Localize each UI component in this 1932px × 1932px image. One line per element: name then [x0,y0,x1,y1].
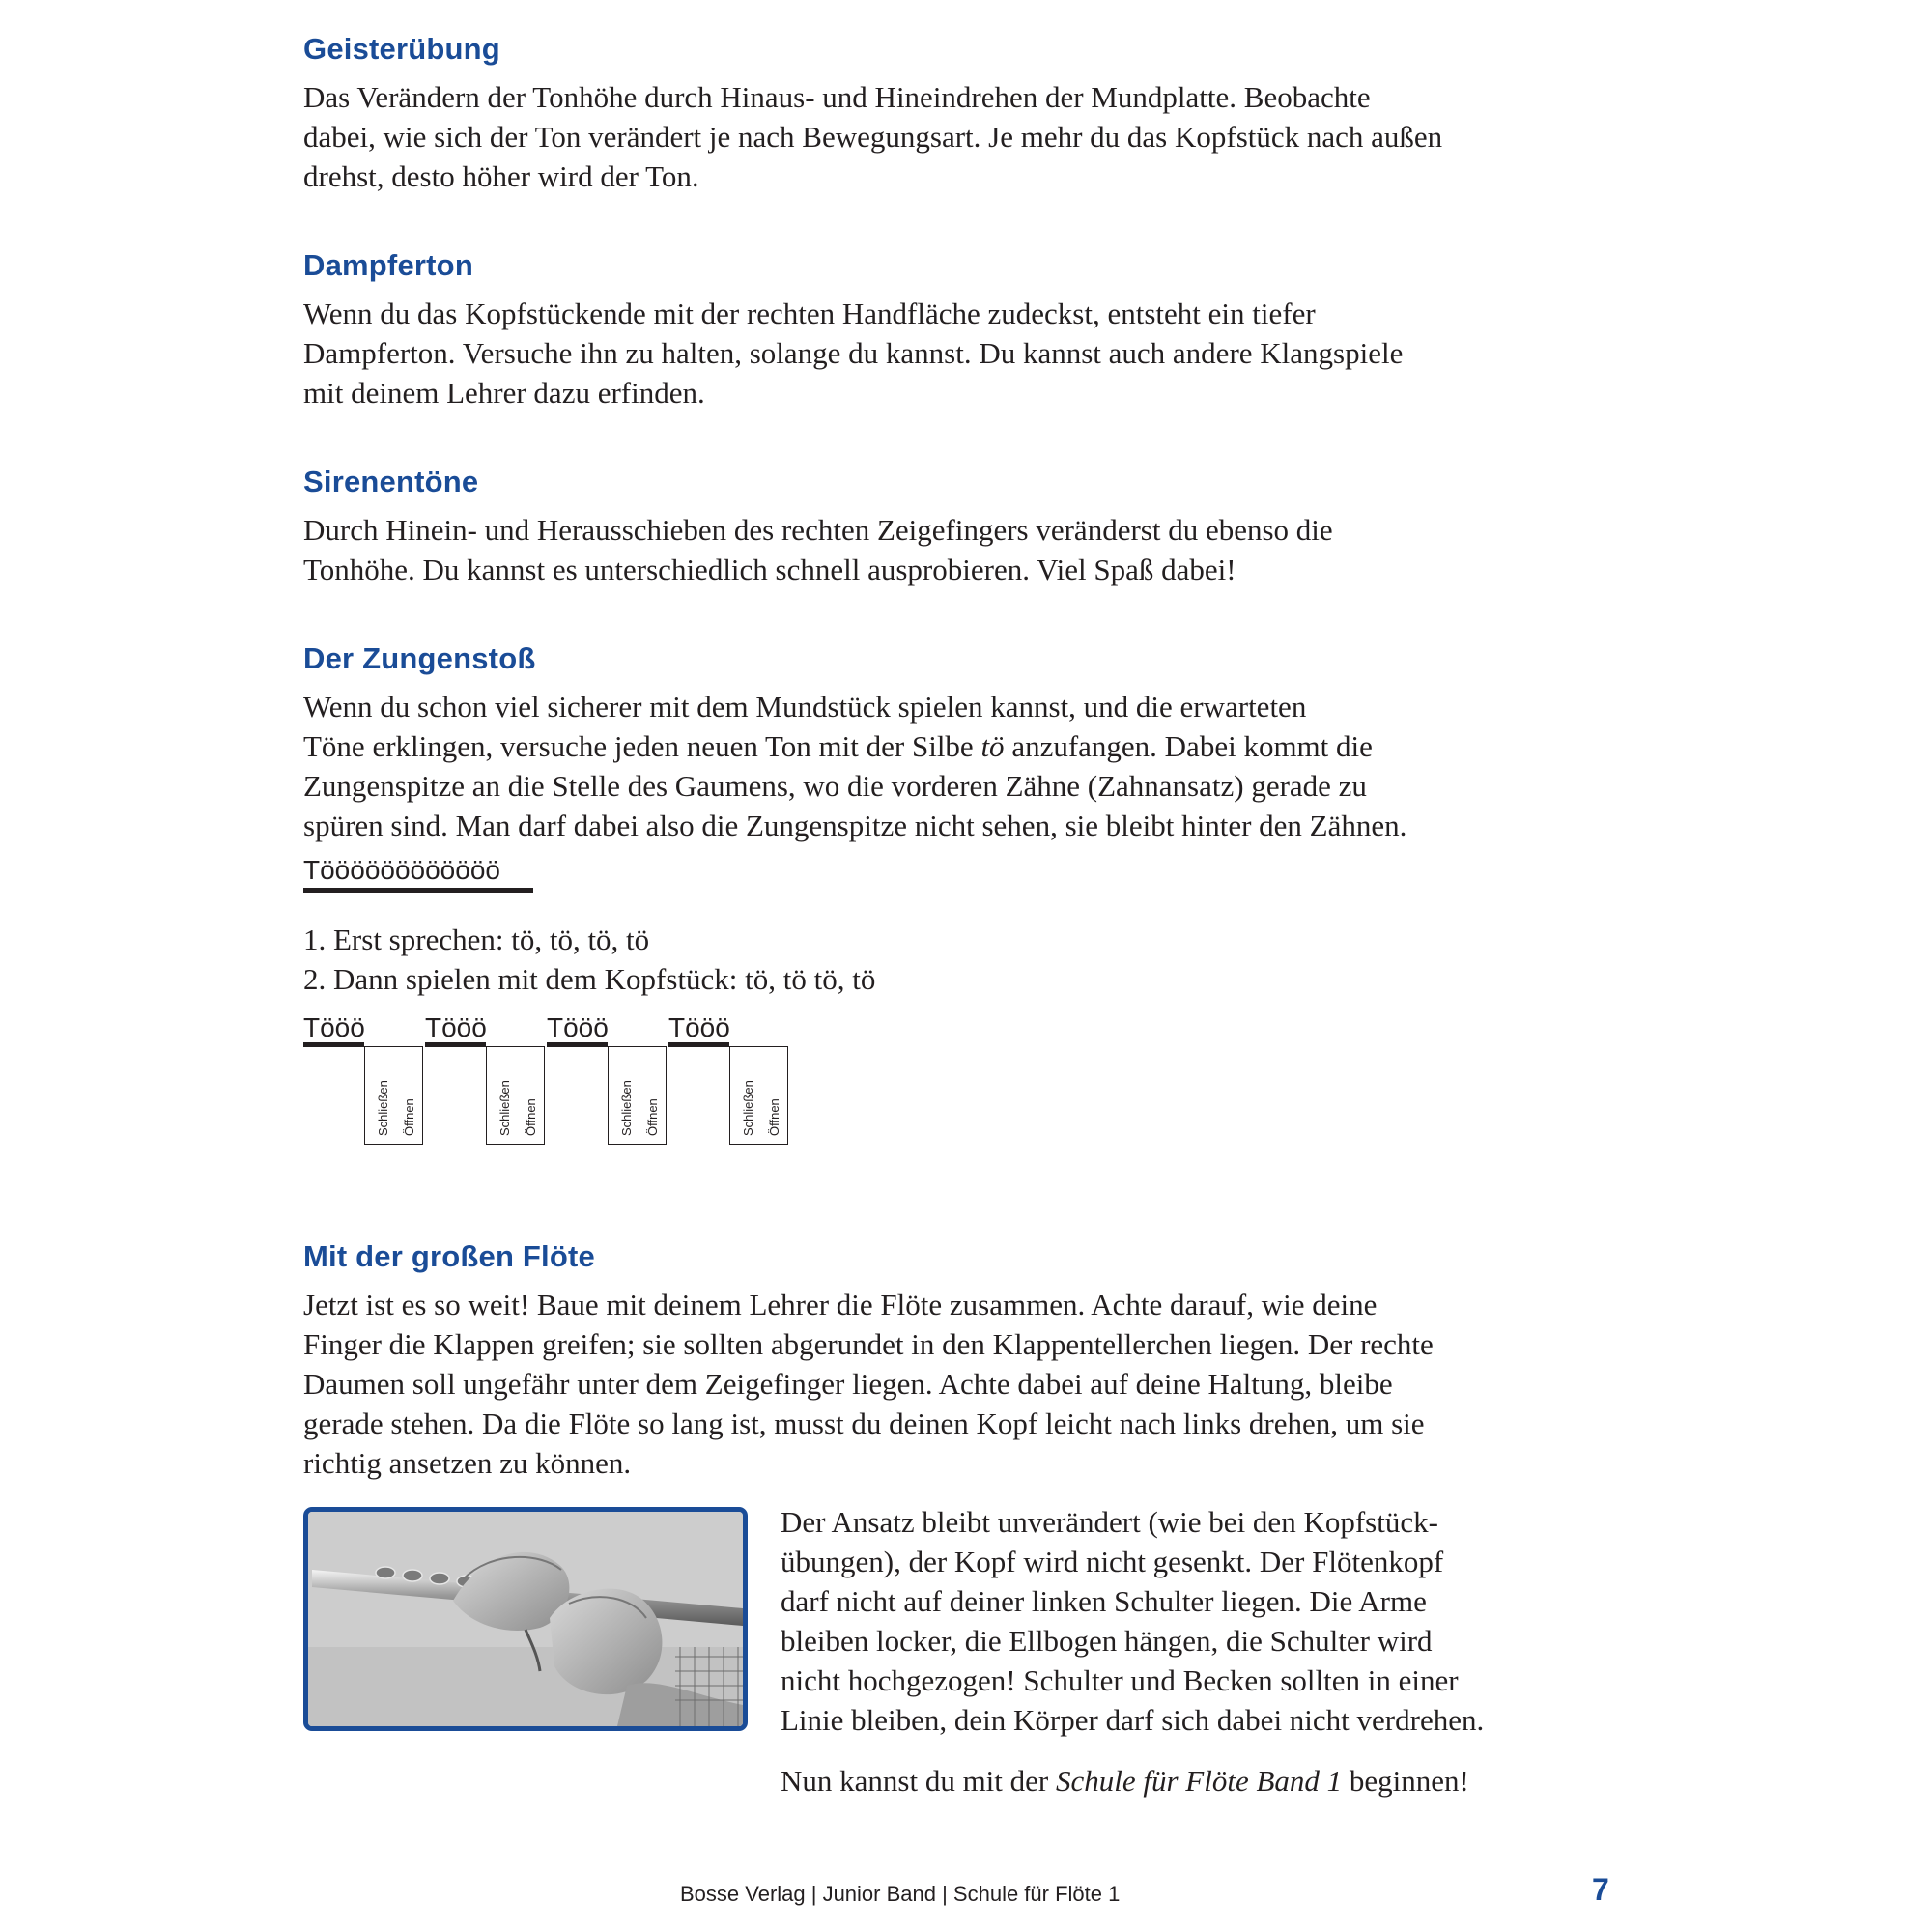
heading-zungenstoss: Der Zungenstoß [303,641,536,675]
text-line: mit deinem Lehrer dazu erfinden. [303,376,705,410]
diagram-pause-box [364,1046,423,1145]
paragraph-grosse-floete [303,1285,1530,1483]
diagram-close-label: Schließen [741,1080,755,1136]
text-line: Wenn du das Kopfstückende mit der rechten Handfläche zudeckst, entsteht ein tiefer [303,297,1316,330]
text-line: Das Verändern der Tonhöhe durch Hinaus- und Hineindrehen der Mundplatte. Beobachte [303,80,1371,114]
text-fragment: anzufangen. Dabei kommt die [1004,729,1373,763]
text-line: gerade stehen. Da die Flöte so lang ist, musst du deinen Kopf leicht nach links drehen, um sie [303,1406,1425,1440]
syllable-long-bar [303,888,533,893]
syllable-emphasis: tö [980,729,1005,763]
paragraph-posture [781,1502,1534,1740]
diagram-sound-bar [547,1042,608,1047]
flute-hands-image [308,1512,743,1726]
text-fragment: Töne erklingen, versuche jeden neuen Ton mit der Silbe [303,729,981,763]
heading-grosse-floete: Mit der großen Flöte [303,1239,595,1273]
diagram-pause-box [729,1046,788,1145]
diagram-syllable: Tööö [303,1012,365,1042]
paragraph-dampferton [303,294,1530,412]
paragraph-sirenentoene [303,510,1530,589]
text-line: Jetzt ist es so weit! Baue mit deinem Lehrer die Flöte zusammen. Achte darauf, wie deine [303,1288,1378,1321]
text-line: Daumen soll ungefähr unter dem Zeigefinger liegen. Achte dabei auf deine Haltung, bleibe [303,1367,1393,1401]
text-fragment: Nun kannst du mit der [781,1764,1056,1798]
text-line: bleiben locker, die Ellbogen hängen, die Schulter wird [781,1624,1433,1658]
paragraph-geisteruebung [303,77,1530,196]
diagram-syllable: Tööö [668,1012,730,1042]
text-line: übungen), der Kopf wird nicht gesenkt. Der Flötenkopf [781,1545,1444,1578]
book-title: Schule für Flöte Band 1 [1056,1764,1343,1798]
diagram-close-label: Schließen [619,1080,634,1136]
diagram-open-label: Öffnen [645,1098,660,1136]
paragraph-zungenstoss [303,687,1530,845]
text-line: darf nicht auf deiner linken Schulter liegen. Die Arme [781,1584,1427,1618]
text-line: drehst, desto höher wird der Ton. [303,159,699,193]
text-line [303,726,1530,766]
text-line: Durch Hinein- und Herausschieben des rechten Zeigefingers veränderst du ebenso die [303,513,1333,547]
diagram-open-label: Öffnen [524,1098,538,1136]
diagram-open-label: Öffnen [402,1098,416,1136]
heading-geisteruebung: Geisterübung [303,32,500,66]
diagram-pause-box [608,1046,667,1145]
text-line: Dampferton. Versuche ihn zu halten, solange du kannst. Du kannst auch andere Klangspiele [303,336,1404,370]
text-line: Zungenspitze an die Stelle des Gaumens, wo die vorderen Zähne (Zahnansatz) gerade zu [303,769,1367,803]
flute-photo [303,1507,748,1731]
text-line: Linie bleiben, dein Körper darf sich dabei nicht verdrehen. [781,1703,1485,1737]
heading-sirenentoene: Sirenentöne [303,465,479,498]
diagram-open-label: Öffnen [767,1098,781,1136]
heading-dampferton: Dampferton [303,248,473,282]
text-line: spüren sind. Man darf dabei also die Zungenspitze nicht sehen, sie bleibt hinter den Zähnen. [303,809,1407,842]
text-line: Wenn du schon viel sicherer mit dem Mundstück spielen kannst, und die erwarteten [303,690,1307,724]
diagram-sound-bar [668,1042,729,1047]
footer-text: Bosse Verlag | Junior Band | Schule für Flöte 1 [680,1882,1121,1906]
syllable-long: Töööööööööööö [303,855,500,885]
diagram-close-label: Schließen [497,1080,512,1136]
diagram-close-label: Schließen [376,1080,390,1136]
closing-sentence [781,1764,1469,1799]
text-line: nicht hochgezogen! Schulter und Becken sollten in einer [781,1663,1459,1697]
text-line: dabei, wie sich der Ton verändert je nach Bewegungsart. Je mehr du das Kopfstück nach außen [303,120,1443,154]
text-line: Der Ansatz bleibt unverändert (wie bei den Kopfstück- [781,1505,1438,1539]
page-number: 7 [1592,1872,1609,1907]
text-fragment: beginnen! [1342,1764,1469,1798]
diagram-syllable: Tööö [547,1012,609,1042]
text-line: Tonhöhe. Du kannst es unterschiedlich schnell ausprobieren. Viel Spaß dabei! [303,553,1236,586]
step-item: 2. Dann spielen mit dem Kopfstück: tö, tö tö, tö [303,962,876,996]
text-line: richtig ansetzen zu können. [303,1446,632,1480]
text-line: Finger die Klappen greifen; sie sollten abgerundet in den Klappentellerchen liegen. Der rechte [303,1327,1434,1361]
diagram-sound-bar [425,1042,486,1047]
step-item: 1. Erst sprechen: tö, tö, tö, tö [303,923,650,956]
diagram-sound-bar [303,1042,364,1047]
diagram-pause-box [486,1046,545,1145]
steps-list [303,920,875,999]
diagram-syllable: Tööö [425,1012,487,1042]
